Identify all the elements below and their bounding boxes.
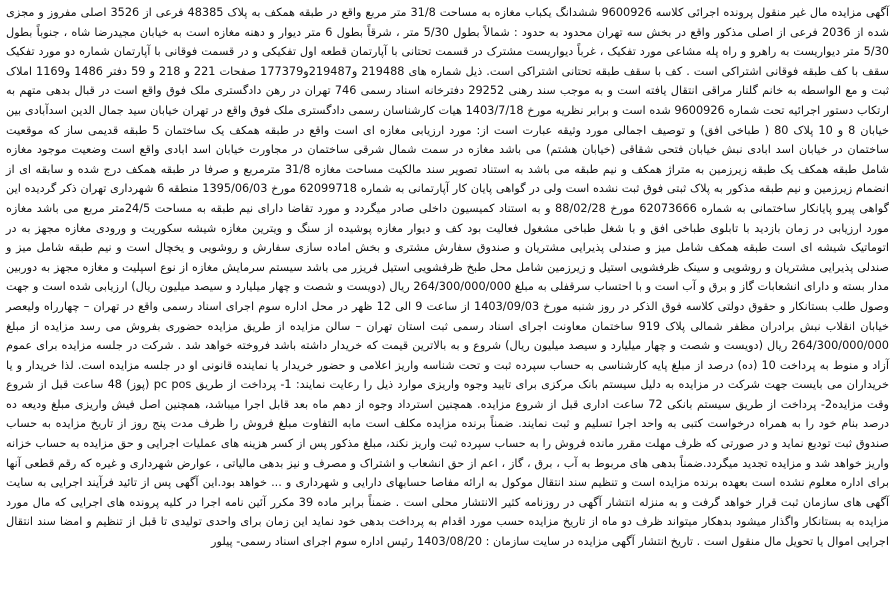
- auction-notice-text: آگهی مزایده مال غیر منقول پرونده اجرائی کلاسه 9600926 ششدانگ یکباب مغازه به مساحت 31/8 متر مربع واقع در طبقه همکف به پلاک 48385 فرعی از 3526 اصلی مفروز و مجزی شده از 2036 فرعی از اصلی مذکور واقع در بخش سه تهران محدود به حدود : شمالاً بطول 5/30 متر ، شرقاً بطول 6 متر دیوار و دهنه مغازه است به خیابان مجیدرضا شاه ، جنوباً بطول 5/30 متر دیواریست به راهرو و راه پله مشاعی مورد تفکیک ، غرباً دیواریست مشترک در قسمت تحتانی با آپارتمان قطعه اول تفکیکی و در قسمت فوقانی با آپارتمان شماره دو مورد تفکیک سقف با کف طبقه فوقانی اشتراکی است . کف با سقف طبقه تحتانی اشتراکی است. ذیل شماره های 219488 و219487و177379 صفحات 221 و 218 و 59 دفتر 1486 و1169 املاک ثبت و مع الواسطه به خانم گلنار مراقی انتقال یافته است و به موجب سند رهنی 29252 دفترخانه اسناد رسمی 746 تهران در رهن دادگستری ملک فوق واقع است در قبال بدهی متهم به ارتکاب دستور اجرائیه تحت شماره 9600926 شده است و برابر نظریه مورخ 1403/7/18 هیات کارشناسان رسمی دادگستری ملک فوق واقع در تهران خیابان سید جمال الدین اسدآبادی بین خیابان 8 و 10 پلاک 80 ( طباخی افق) و توصیف اجمالی مورد وثیقه عبارت است از: مورد ارزیابی مغازه ای است واقع در طبقه همکف یک ساختمان 5 طبقه قدیمی ساز که موقعیت ساختمان در خیابان اسد ابادی نبش خیابان فتحی شقاقی (خیابان هشتم) می باشد مغازه در سمت شمال شرقی ساختمان در مجاورت خیابان اسد ابادی واقع است وضعیت موجود مغازه شامل طبقه همکف یک طبقه زیرزمین به متراژ همکف و نیم طبقه می باشد به استناد تصویر سند مالکیت مساحت مغازه 31/8 مترمربع و صرفا در طبقه همکف درج شده و سابقه ای از انضمام زیرزمین و نیم طبقه مذکور به پلاک ثبتی فوق ثبت نشده است ولی در گواهی پایان کار آپارتمانی به شماره 62099718 مورخ 1395/06/03 منطقه 6 شهرداری تهران ذکر گردیده این گواهی پیرو پایانکار ساختمانی به شماره 62073666 مورخ 88/02/28 و به استناد کمیسیون داخلی صادر میگردد و مورد تقاضا دارای نیم طبقه به مساحت 24/5متر مربع می باشد مغازه مورد ارزیابی در زمان بازدید با تابلوی طباخی افق و با شغل طباخی مشغول فعالیت بود کف و دیوار مغازه پوشیده از سنگ و ویترین مغازه شیشه سکوریت و ورودی مغازه مجهز به در اتوماتیک شیشه ای است طبقه همکف شامل میز و صندلی پذیرایی مشتریان و صندوق سفارش مشتری و بخش اماده سازی سفارش و روشویی و یخچال است و نیم طبقه شامل میز و صندلی پذیرایی مشتریان و روشویی و سینک ظرفشویی استیل و زیرزمین شامل محل طبخ ظرفشویی استیل فریزر می باشد سیستم سرمایش مغازه از نوع اسپلیت و مغازه مجهز به دوربین مدار بسته و دارای انشعابات گاز و برق و آب است و با احتساب سرقفلی به مبلغ 264/300/000/000 ریال (دویست و شصت و چهار میلیارد و سیصد میلیون ریال) ارزیابی شده است و جهت وصول طلب بستانکار و حقوق دولتی کلاسه فوق الذکر در روز شنبه مورخ 1403/09/03 از ساعت 9 الی 12 ظهر در محل اداره سوم اجرای اسناد رسمی واقع در تهران – چهارراه ولیعصر خیابان انقلاب نبش برادران مظفر شمالی پلاک 919 ساختمان معاونت اجرای اسناد رسمی ثبت استان تهران – سالن مزایده از طریق مزایده حضوری بفروش می رسد مزایده از مبلغ 264/300/000/000 ریال (دویست و شصت و چهار میلیارد و سیصد میلیون ریال) شروع و به بالاترین قیمت که خریدار داشته باشد فروخته خواهد شد . شرکت در جلسه مزایده برای عموم آزاد و منوط به پرداخت 10 (ده) درصد از مبلغ پایه کارشناسی به حساب سپرده ثبت و تحت شناسه واریز اعلامی و حضور خریدار یا نماینده قانونی او در جلسه مزایده است. لذا خریدار و یا خریداران می بایست جهت شرکت در مزایده به دلیل سیستم بانک مرکزی برای تایید وجوه واریزی موارد ذیل را رعایت نمایند: 1- پرداخت از طریق pc pos (پوز) 48 ساعت قبل از شروع وقت مزایده2- پرداخت از طریق سیستم بانکی 72 ساعت اداری قبل از شروع مزایده. همچنین استرداد وجوه از دهم ماه بعد قابل اجرا میباشد، همچنین اصل فیش واریزی مبلغ ودیعه ده درصد بنام خود را به همراه درخواست کتبی به واحد اجرا تسلیم و ثبت نمایند. ضمناً برنده مزایده مکلف است مابه التفاوت مبلغ فروش را ظرف مدت پنج روز از تاریخ مزایده به حساب صندوق ثبت تودیع نماید و در صورتی که ظرف مهلت مقرر مانده فروش را به حساب سپرده ثبت واریز نکند، مبلغ مذکور پس از کسر هزینه های عملیات اجرایی و حق مزایده به حساب خزانه واریز خواهد شد و مزایده تجدید میگردد.ضمناً بدهی های مربوط به آب ، برق ، گاز ، اعم از حق انشعاب و اشتراک و مصرف و نیز بدهی مالیاتی ، عوارض شهرداری و غیره که رقم قطعی آنها برای اداره معلوم نشده است بعهده برنده مزایده است و تنظیم سند انتقال موکول به ارائه مفاصا حسابهای دارایی و شهرداری و ... خواهد بود.این آگهی پس از تائید فرآیند اجرایی به سایت آگهی های سازمان ثبت قرار خواهد گرفت و به منزله انتشار آگهی در روزنامه کثیر الانتشار محلی است . ضمناً برابر ماده 39 مکرر آئین نامه اجرا در کلیه پرونده های اجرایی که مال مورد مزایده به بستانکار واگذار میشود بدهکار میتواند ظرف دو ماه از تاریخ مزایده حسب مورد اقدام به پرداخت بدهی خود نماید این زمان برای واحدی تولیدی تا قبل از تنظیم و امضا سند انتقال اجرایی اموال یا تحویل مال منقول است . تاریخ انتشار آگهی مزایده در سایت سازمان : 1403/08/20 رئیس اداره سوم اجرای اسناد رسمی- پیلور: [6, 6, 890, 549]
